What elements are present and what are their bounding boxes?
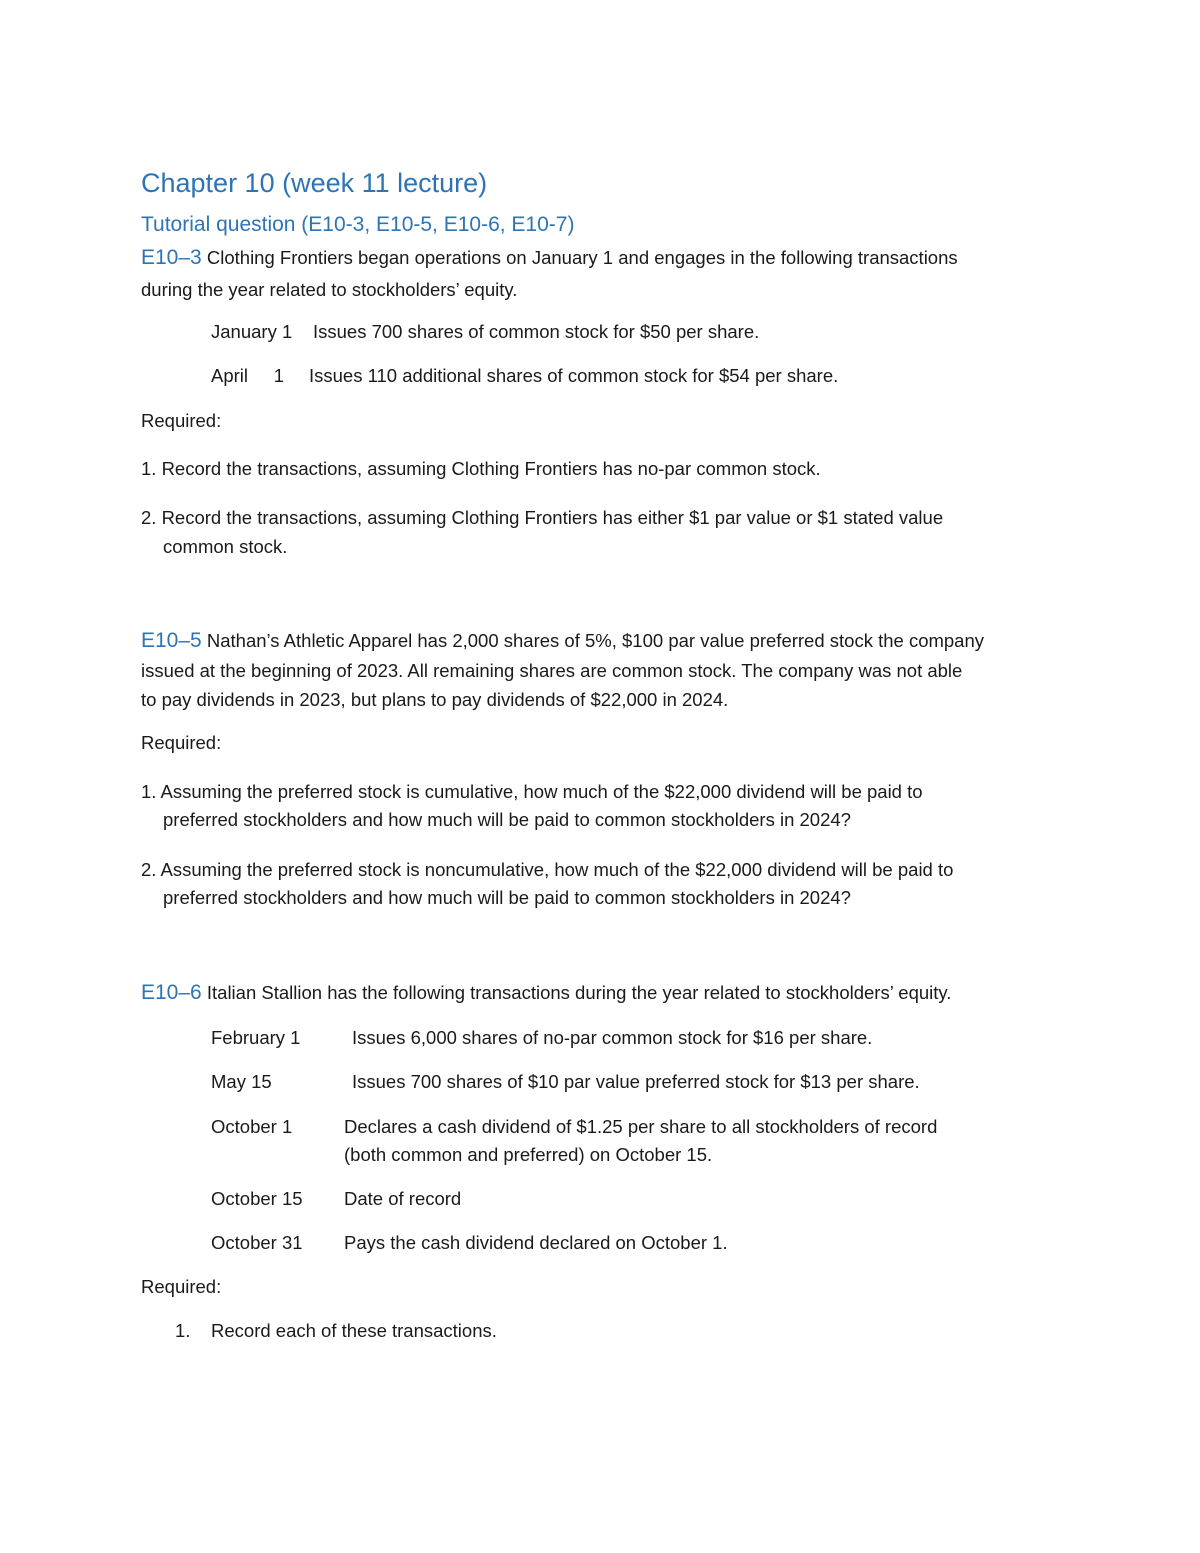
e6-transaction-text: Issues 6,000 shares of no-par common stock for $16 per share. [352,1027,873,1048]
e6-intro [141,982,951,1003]
e6-transaction-text: Pays the cash dividend declared on October 1. [344,1232,728,1253]
e6-transaction-date: May 15 [211,1071,272,1092]
e6-transaction-text: Date of record [344,1188,462,1209]
e3-intro-line1 [141,247,958,268]
e6-intro-text: Italian Stallion has the following transactions during the year related to stockholders’ equity. [206,982,952,1003]
e6-transaction-text: Declares a cash dividend of $1.25 per share to all stockholders of record [344,1116,938,1137]
e6-transaction-date: February 1 [211,1027,301,1048]
e5-question-2-cont: preferred stockholders and how much will be paid to common stockholders in 2024? [163,887,851,908]
e3-question-2-cont: common stock. [163,536,288,557]
e5-intro-text: Nathan’s Athletic Apparel has 2,000 shares of 5%, $100 par value preferred stock the company [206,630,985,651]
e5-question-2: 2. Assuming the preferred stock is noncumulative, how much of the $22,000 dividend will be paid to [141,859,954,880]
e6-transaction-text: Issues 700 shares of $10 par value preferred stock for $13 per share. [352,1071,920,1092]
e6-question-1-number: 1. [175,1320,191,1341]
e6-question-1: Record each of these transactions. [211,1320,497,1341]
e6-required-label: Required: [141,1276,222,1297]
e5-question-1-cont: preferred stockholders and how much will be paid to common stockholders in 2024? [163,809,851,830]
e5-question-1: 1. Assuming the preferred stock is cumulative, how much of the $22,000 dividend will be paid to [141,781,923,802]
e5-intro-line1 [141,630,984,651]
e6-label: E10–6 [141,981,202,1004]
e3-question-1: 1. Record the transactions, assuming Clothing Frontiers has no-par common stock. [141,458,821,479]
e3-transaction-date: January 1 [211,321,293,342]
e6-transaction-date: October 1 [211,1116,293,1137]
e3-question-2: 2. Record the transactions, assuming Clothing Frontiers has either $1 par value or $1 stated value [141,507,944,528]
e3-intro-text: Clothing Frontiers began operations on January 1 and engages in the following transactions [206,247,958,268]
page-title: Chapter 10 (week 11 lecture) [141,168,488,198]
e3-transaction-date: April 1 [211,365,284,386]
e3-transaction-text: Issues 110 additional shares of common stock for $54 per share. [309,365,839,386]
e5-intro-line3: to pay dividends in 2023, but plans to pay dividends of $22,000 in 2024. [141,689,729,710]
e6-transaction-date: October 15 [211,1188,303,1209]
e6-transaction-date: October 31 [211,1232,303,1253]
e5-intro-line2: issued at the beginning of 2023. All remaining shares are common stock. The company was not able [141,660,963,681]
e3-transaction-text: Issues 700 shares of common stock for $50 per share. [313,321,760,342]
e5-required-label: Required: [141,732,222,753]
e3-label: E10–3 [141,246,202,269]
e3-intro-line2: during the year related to stockholders’ equity. [141,279,518,300]
e6-transaction-text-cont: (both common and preferred) on October 15. [344,1144,713,1165]
e3-required-label: Required: [141,410,222,431]
e5-label: E10–5 [141,629,202,652]
page-subtitle: Tutorial question (E10-3, E10-5, E10-6, E10-7) [141,213,575,236]
